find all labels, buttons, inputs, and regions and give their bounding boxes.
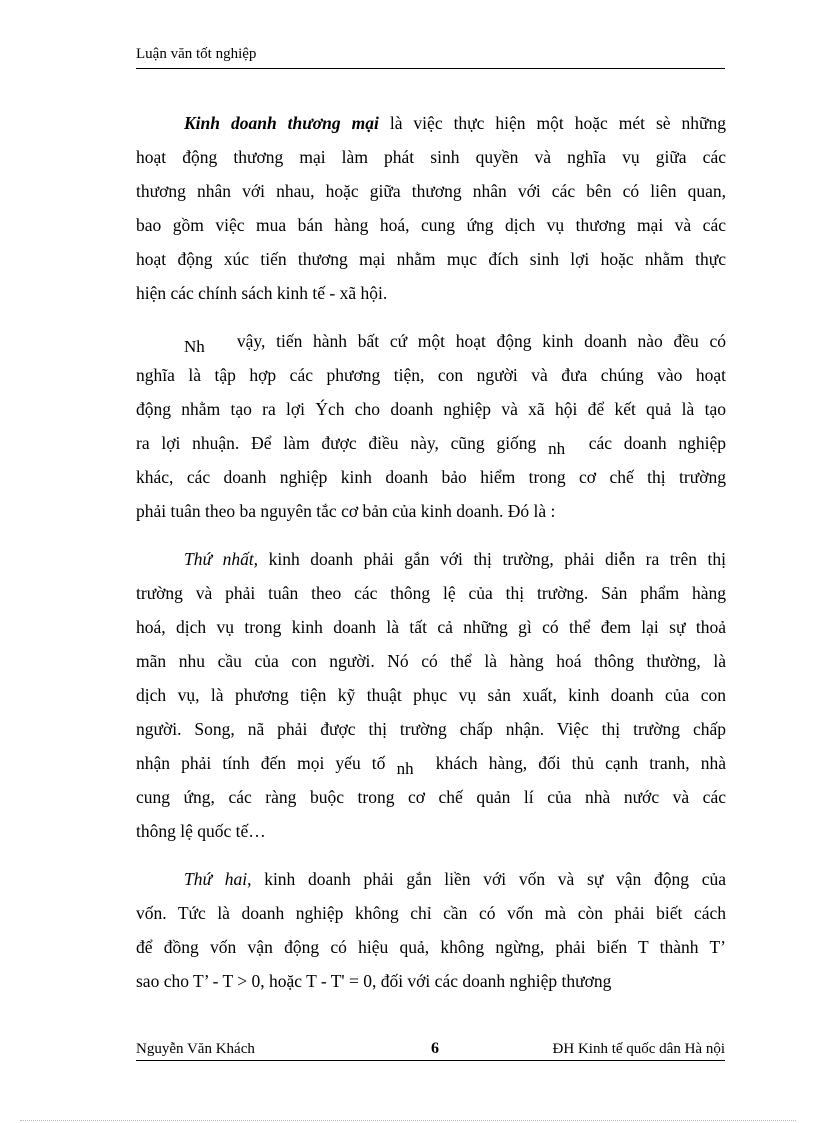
text-line: Thứ nhất, kinh doanh phải gắn với thị trường, phải diễn ra trên thị xyxy=(184,549,727,569)
glyph-nh: nh xyxy=(548,439,566,458)
lead-thu-nhat: Thứ nhất, xyxy=(184,549,259,569)
text-line: hiện các chính sách kinh tế - xã hội. xyxy=(136,283,388,303)
text-line: dịch vụ, là phương tiện kỹ thuật phục vụ sản xuất, kinh doanh của con xyxy=(136,685,726,705)
glyph-nh: Nh xyxy=(184,337,205,356)
text-line: cung ứng, các ràng buộc trong cơ chế quản lí của nhà nước và các xyxy=(136,787,726,807)
paragraph-4 xyxy=(136,862,726,998)
text-line: nhận phải tính đến mọi yếu tố nh khách hàng, đối thủ cạnh tranh, nhà xyxy=(136,753,727,778)
paragraph-1 xyxy=(136,106,726,310)
header-title: Luận văn tốt nghiệp xyxy=(136,46,257,62)
text-line: để đồng vốn vận động có hiệu quả, không ngừng, phải biến T thành T’ xyxy=(136,937,726,957)
document-body xyxy=(136,106,726,1012)
text-line: hoá, dịch vụ trong kinh doanh là tất cả những gì có thể đem lại sự thoả xyxy=(136,617,726,637)
text-line: trường và phải tuân theo các thông lệ của thị trường. Sản phẩm hàng xyxy=(136,583,726,603)
page-number: 6 xyxy=(431,1040,439,1057)
footer-divider xyxy=(136,1060,725,1061)
text-line: sao cho T’ - T > 0, hoặc T - T' = 0, đối với các doanh nghiệp thương xyxy=(136,971,612,991)
text-line: bao gồm việc mua bán hàng hoá, cung ứng dịch vụ thương mại và các xyxy=(136,215,726,235)
text-line: thông lệ quốc tế… xyxy=(136,821,266,841)
paragraph-3 xyxy=(136,542,726,848)
text-line: hoạt động xúc tiến thương mại nhằm mục đích sinh lợi hoặc nhằm thực xyxy=(136,249,726,269)
text-line: khác, các doanh nghiệp kinh doanh bảo hiểm trong cơ chế thị trường xyxy=(136,467,726,487)
paragraph-2 xyxy=(136,324,726,528)
text-line: Thứ hai, kinh doanh phải gắn liền với vốn và sự vận động của xyxy=(184,869,727,889)
text-line: Nh vậy, tiến hành bất cứ một hoạt động kinh doanh nào đều có xyxy=(184,331,726,356)
text-line: vốn. Tức là doanh nghiệp không chỉ cần có vốn mà còn phải biết cách xyxy=(136,903,726,923)
text-line: Kinh doanh thương mại là việc thực hiện một hoặc mét sè những xyxy=(184,113,726,133)
footer-school: ĐH Kinh tế quốc dân Hà nội xyxy=(552,1041,725,1057)
text-line: phải tuân theo ba nguyên tắc cơ bản của kinh doanh. Đó là : xyxy=(136,501,556,521)
text-line: nghĩa là tập hợp các phương tiện, con người và đưa chúng vào hoạt xyxy=(136,365,726,385)
glyph-nh: nh xyxy=(396,759,414,778)
lead-thu-hai: Thứ hai xyxy=(184,869,248,889)
page-header xyxy=(136,44,725,69)
page-boundary xyxy=(20,1120,796,1121)
text-line: ra lợi nhuận. Để làm được điều này, cũng giống nh các doanh nghiệp xyxy=(136,433,726,458)
footer-author: Nguyễn Văn Khách xyxy=(136,1041,255,1057)
text-line: hoạt động thương mại làm phát sinh quyền và nghĩa vụ giữa các xyxy=(136,147,726,167)
text-line: người. Song, nã phải được thị trường chấp nhận. Việc thị trường chấp xyxy=(136,719,726,739)
term-kinh-doanh-thuong-mai: Kinh doanh thương mại xyxy=(184,113,379,133)
text-line: động nhằm tạo ra lợi Ých cho doanh nghiệp và xã hội để kết quả là tạo xyxy=(136,399,726,419)
text-line: thương nhân với nhau, hoặc giữa thương nhân với các bên có liên quan, xyxy=(136,181,726,201)
text-line: mãn nhu cầu của con người. Nó có thể là hàng hoá thông thường, là xyxy=(136,651,726,671)
